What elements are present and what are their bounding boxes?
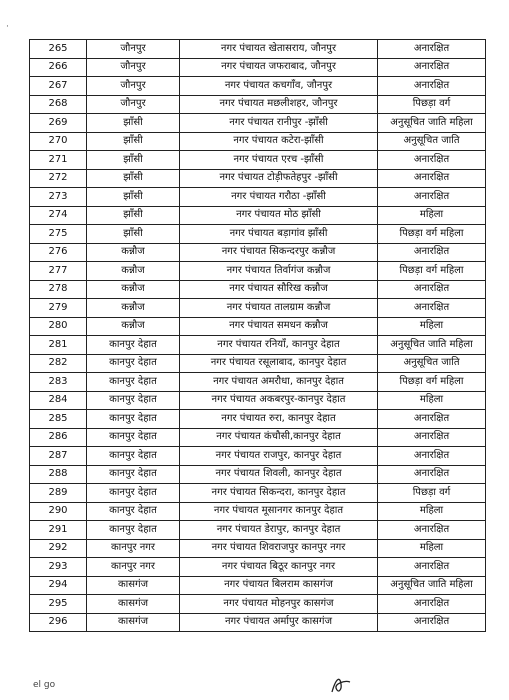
nagar-panchayat-cell: नगर पंचायत मोठ झाँसी — [180, 206, 378, 225]
reservation-category-cell: अनारक्षित — [378, 613, 486, 632]
district-cell: झाँसी — [87, 169, 180, 188]
reservation-category-cell: अनारक्षित — [378, 447, 486, 466]
district-cell: कन्नौज — [87, 262, 180, 281]
district-cell: कन्नौज — [87, 280, 180, 299]
serial-number-cell: 271 — [30, 151, 87, 170]
table-row — [30, 558, 486, 577]
table-row — [30, 58, 486, 77]
table-row — [30, 169, 486, 188]
table-row — [30, 243, 486, 262]
reservation-category-cell: अनारक्षित — [378, 410, 486, 429]
table-row — [30, 114, 486, 133]
corner-mark: · — [6, 22, 9, 32]
nagar-panchayat-cell: नगर पंचायत डेरापुर, कानपुर देहात — [180, 521, 378, 540]
reservation-category-cell: अनुसूचित जाति महिला — [378, 114, 486, 133]
nagar-panchayat-cell: नगर पंचायत रसूलाबाद, कानपुर देहात — [180, 354, 378, 373]
table-row — [30, 95, 486, 114]
nagar-panchayat-cell: नगर पंचायत अकबरपुर-कानपुर देहात — [180, 391, 378, 410]
district-cell: कन्नौज — [87, 299, 180, 318]
nagar-panchayat-cell: नगर पंचायत जफराबाद, जौनपुर — [180, 58, 378, 77]
reservation-category-cell: महिला — [378, 206, 486, 225]
serial-number-cell: 284 — [30, 391, 87, 410]
district-cell: जौनपुर — [87, 40, 180, 59]
district-cell: जौनपुर — [87, 95, 180, 114]
serial-number-cell: 269 — [30, 114, 87, 133]
reservation-category-cell: महिला — [378, 539, 486, 558]
nagar-panchayat-cell: नगर पंचायत बिठूर कानपुर नगर — [180, 558, 378, 577]
district-cell: झाँसी — [87, 206, 180, 225]
reservation-category-cell: अनारक्षित — [378, 465, 486, 484]
serial-number-cell: 274 — [30, 206, 87, 225]
district-cell: कन्नौज — [87, 317, 180, 336]
serial-number-cell: 266 — [30, 58, 87, 77]
reservation-category-cell: पिछड़ा वर्ग महिला — [378, 225, 486, 244]
district-cell: कासगंज — [87, 595, 180, 614]
reservation-category-cell: अनुसूचित जाति महिला — [378, 336, 486, 355]
table-row — [30, 188, 486, 207]
reservation-category-cell: अनारक्षित — [378, 558, 486, 577]
serial-number-cell: 270 — [30, 132, 87, 151]
table-row — [30, 465, 486, 484]
nagar-panchayat-cell: नगर पंचायत अर्मापुर कासगंज — [180, 613, 378, 632]
serial-number-cell: 285 — [30, 410, 87, 429]
nagar-panchayat-cell: नगर पंचायत एरच -झाँसी — [180, 151, 378, 170]
reservation-table — [29, 39, 486, 632]
nagar-panchayat-cell: नगर पंचायत खेतासराय, जौनपुर — [180, 40, 378, 59]
district-cell: कानपुर नगर — [87, 539, 180, 558]
reservation-category-cell: अनारक्षित — [378, 188, 486, 207]
district-cell: कानपुर देहात — [87, 428, 180, 447]
footer-note: el go — [33, 680, 56, 690]
nagar-panchayat-cell: नगर पंचायत तिर्वागंज कन्नौज — [180, 262, 378, 281]
table-row — [30, 595, 486, 614]
table-row — [30, 373, 486, 392]
table-body — [30, 40, 486, 632]
serial-number-cell: 295 — [30, 595, 87, 614]
district-cell: झाँसी — [87, 114, 180, 133]
reservation-category-cell: पिछड़ा वर्ग — [378, 95, 486, 114]
serial-number-cell: 287 — [30, 447, 87, 466]
reservation-category-cell: अनारक्षित — [378, 58, 486, 77]
reservation-category-cell: महिला — [378, 391, 486, 410]
serial-number-cell: 279 — [30, 299, 87, 318]
table-row — [30, 262, 486, 281]
nagar-panchayat-cell: नगर पंचायत रुरा, कानपुर देहात — [180, 410, 378, 429]
district-cell: कानपुर देहात — [87, 465, 180, 484]
reservation-category-cell: अनुसूचित जाति — [378, 354, 486, 373]
table-row — [30, 354, 486, 373]
nagar-panchayat-cell: नगर पंचायत समधन कन्नौज — [180, 317, 378, 336]
serial-number-cell: 280 — [30, 317, 87, 336]
table-row — [30, 77, 486, 96]
district-cell: कानपुर देहात — [87, 373, 180, 392]
serial-number-cell: 276 — [30, 243, 87, 262]
nagar-panchayat-cell: नगर पंचायत बिलराम कासगंज — [180, 576, 378, 595]
district-cell: कानपुर नगर — [87, 558, 180, 577]
nagar-panchayat-cell: नगर पंचायत मछलीशहर, जौनपुर — [180, 95, 378, 114]
serial-number-cell: 290 — [30, 502, 87, 521]
nagar-panchayat-cell: नगर पंचायत मोहनपुर कासगंज — [180, 595, 378, 614]
nagar-panchayat-cell: नगर पंचायत रनियाँ, कानपुर देहात — [180, 336, 378, 355]
serial-number-cell: 281 — [30, 336, 87, 355]
table-row — [30, 317, 486, 336]
table-row — [30, 576, 486, 595]
serial-number-cell: 277 — [30, 262, 87, 281]
district-cell: झाँसी — [87, 151, 180, 170]
table-row — [30, 502, 486, 521]
table-row — [30, 280, 486, 299]
district-cell: कानपुर देहात — [87, 521, 180, 540]
table-row — [30, 132, 486, 151]
serial-number-cell: 288 — [30, 465, 87, 484]
reservation-category-cell: पिछड़ा वर्ग महिला — [378, 262, 486, 281]
district-cell: कासगंज — [87, 576, 180, 595]
serial-number-cell: 293 — [30, 558, 87, 577]
reservation-category-cell: अनुसूचित जाति — [378, 132, 486, 151]
nagar-panchayat-cell: नगर पंचायत सौरिख कन्नौज — [180, 280, 378, 299]
serial-number-cell: 278 — [30, 280, 87, 299]
district-cell: कानपुर देहात — [87, 354, 180, 373]
serial-number-cell: 286 — [30, 428, 87, 447]
nagar-panchayat-cell: नगर पंचायत सिकन्दरा, कानपुर देहात — [180, 484, 378, 503]
district-cell: झाँसी — [87, 132, 180, 151]
serial-number-cell: 282 — [30, 354, 87, 373]
serial-number-cell: 268 — [30, 95, 87, 114]
district-cell: कानपुर देहात — [87, 391, 180, 410]
serial-number-cell: 272 — [30, 169, 87, 188]
nagar-panchayat-cell: नगर पंचायत रानीपुर -झाँसी — [180, 114, 378, 133]
serial-number-cell: 292 — [30, 539, 87, 558]
reservation-category-cell: अनारक्षित — [378, 521, 486, 540]
reservation-category-cell: अनारक्षित — [378, 299, 486, 318]
table-row — [30, 521, 486, 540]
serial-number-cell: 273 — [30, 188, 87, 207]
table-row — [30, 447, 486, 466]
nagar-panchayat-cell: नगर पंचायत शिवली, कानपुर देहात — [180, 465, 378, 484]
nagar-panchayat-cell: नगर पंचायत तालग्राम कन्नौज — [180, 299, 378, 318]
nagar-panchayat-cell: नगर पंचायत कंचौसी,कानपुर देहात — [180, 428, 378, 447]
district-cell: कानपुर देहात — [87, 410, 180, 429]
table-row — [30, 206, 486, 225]
table-row — [30, 613, 486, 632]
serial-number-cell: 267 — [30, 77, 87, 96]
table-row — [30, 539, 486, 558]
serial-number-cell: 289 — [30, 484, 87, 503]
table-row — [30, 410, 486, 429]
reservation-category-cell: अनारक्षित — [378, 595, 486, 614]
reservation-category-cell: अनारक्षित — [378, 40, 486, 59]
nagar-panchayat-cell: नगर पंचायत बड़ागांव झाँसी — [180, 225, 378, 244]
district-cell: कन्नौज — [87, 243, 180, 262]
serial-number-cell: 296 — [30, 613, 87, 632]
table-row — [30, 225, 486, 244]
reservation-category-cell: अनारक्षित — [378, 77, 486, 96]
district-cell: कानपुर देहात — [87, 447, 180, 466]
district-cell: कानपुर देहात — [87, 336, 180, 355]
reservation-category-cell: पिछड़ा वर्ग — [378, 484, 486, 503]
reservation-category-cell: अनारक्षित — [378, 428, 486, 447]
district-cell: झाँसी — [87, 188, 180, 207]
nagar-panchayat-cell: नगर पंचायत मूसानगर कानपुर देहात — [180, 502, 378, 521]
table-row — [30, 484, 486, 503]
district-cell: कानपुर देहात — [87, 502, 180, 521]
nagar-panchayat-cell: नगर पंचायत गरौठा -झाँसी — [180, 188, 378, 207]
serial-number-cell: 294 — [30, 576, 87, 595]
serial-number-cell: 275 — [30, 225, 87, 244]
serial-number-cell: 265 — [30, 40, 87, 59]
nagar-panchayat-cell: नगर पंचायत सिकन्दरपुर कन्नौज — [180, 243, 378, 262]
district-cell: कानपुर देहात — [87, 484, 180, 503]
nagar-panchayat-cell: नगर पंचायत कचगाँव, जौनपुर — [180, 77, 378, 96]
reservation-category-cell: अनारक्षित — [378, 151, 486, 170]
district-cell: जौनपुर — [87, 77, 180, 96]
signature-mark — [328, 674, 354, 700]
nagar-panchayat-cell: नगर पंचायत राजपुर, कानपुर देहात — [180, 447, 378, 466]
table-row — [30, 40, 486, 59]
nagar-panchayat-cell: नगर पंचायत कटेरा-झाँसी — [180, 132, 378, 151]
district-cell: कासगंज — [87, 613, 180, 632]
serial-number-cell: 291 — [30, 521, 87, 540]
table-row — [30, 336, 486, 355]
district-cell: जौनपुर — [87, 58, 180, 77]
serial-number-cell: 283 — [30, 373, 87, 392]
nagar-panchayat-cell: नगर पंचायत टोड़ीफतेहपुर -झाँसी — [180, 169, 378, 188]
reservation-category-cell: अनारक्षित — [378, 280, 486, 299]
table-row — [30, 391, 486, 410]
reservation-category-cell: महिला — [378, 502, 486, 521]
reservation-category-cell: अनारक्षित — [378, 169, 486, 188]
reservation-category-cell: अनारक्षित — [378, 243, 486, 262]
signature-glyph — [328, 674, 354, 696]
reservation-category-cell: महिला — [378, 317, 486, 336]
district-cell: झाँसी — [87, 225, 180, 244]
nagar-panchayat-cell: नगर पंचायत शिवराजपुर कानपुर नगर — [180, 539, 378, 558]
reservation-category-cell: पिछड़ा वर्ग महिला — [378, 373, 486, 392]
nagar-panchayat-cell: नगर पंचायत अमरौधा, कानपुर देहात — [180, 373, 378, 392]
reservation-category-cell: अनुसूचित जाति महिला — [378, 576, 486, 595]
table-row — [30, 151, 486, 170]
table-row — [30, 299, 486, 318]
table-row — [30, 428, 486, 447]
